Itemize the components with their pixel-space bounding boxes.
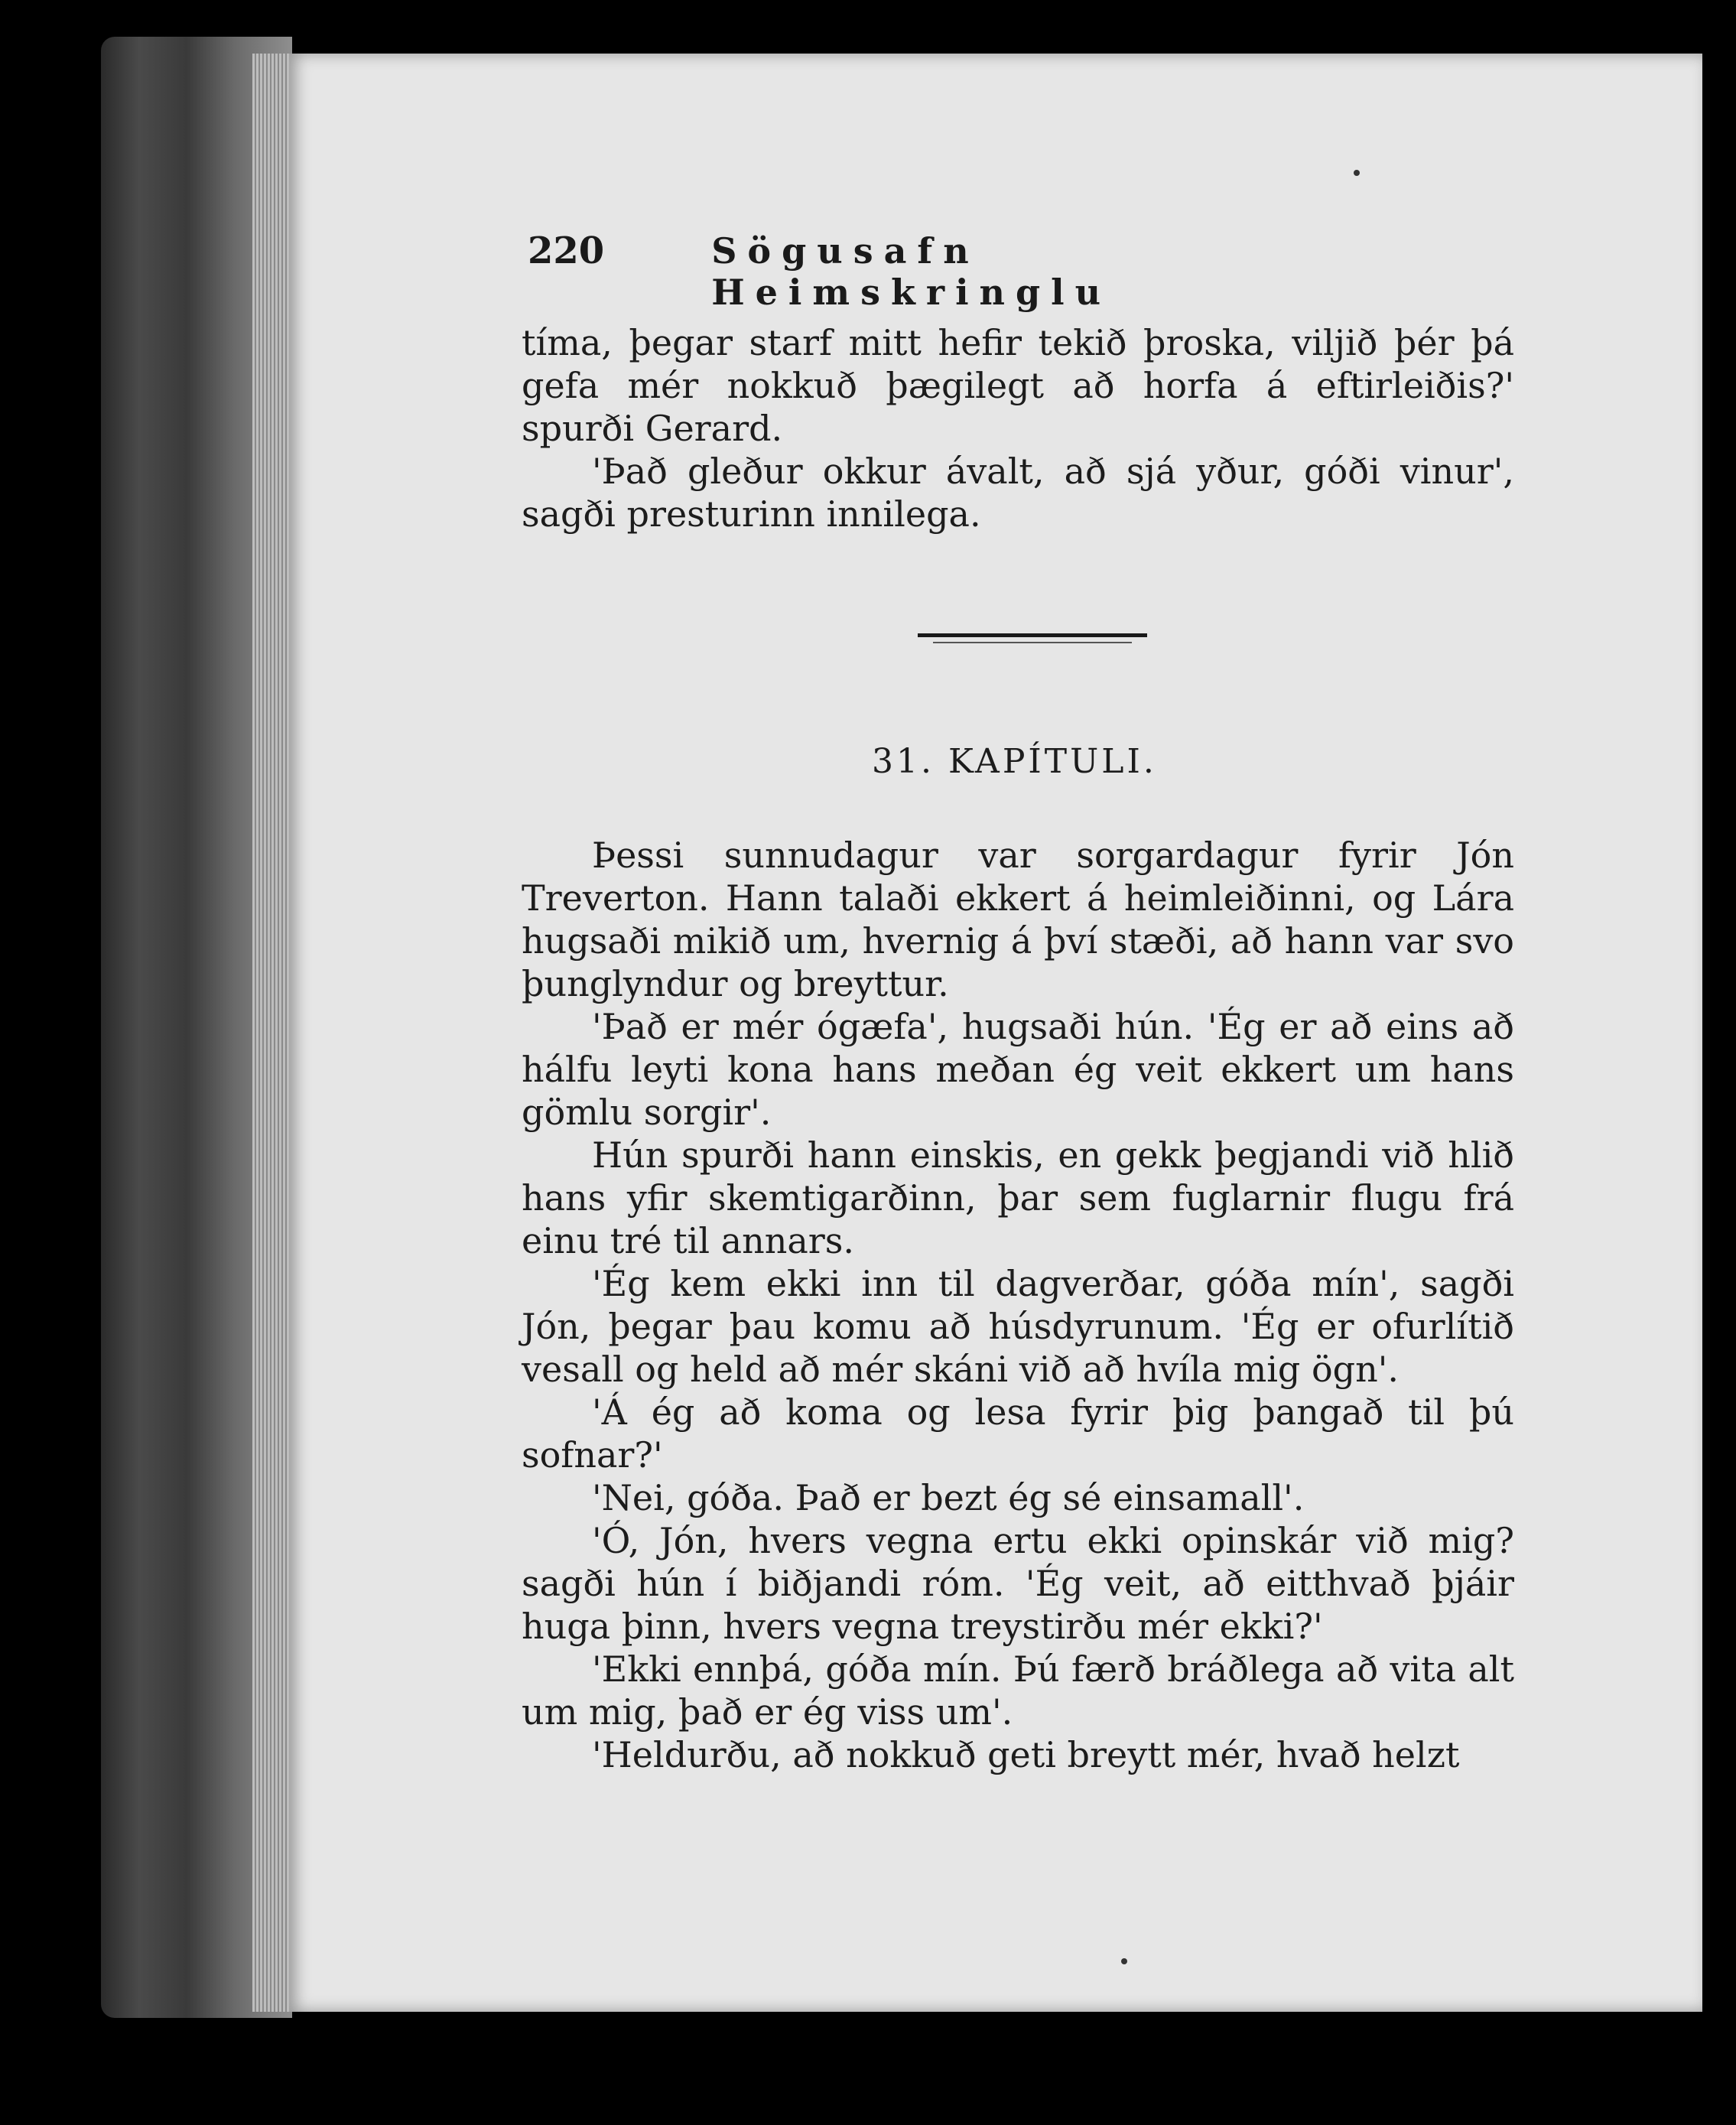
paragraph: 'Ó, Jón, hvers vegna ertu ekki opinskár við mig? sagði hún í biðjandi róm. 'Ég veit, að eitthvað þjáir huga þinn, hvers vegna treystirðu mér ekki?' (522, 1520, 1514, 1647)
chapter-title: 31. KAPÍTULI. (872, 742, 1157, 781)
chapter-text-block (522, 834, 1514, 1776)
running-title: Sögusafn Heimskringlu (711, 230, 1112, 313)
paragraph: 'Það er mér ógæfa', hugsaði hún. 'Ég er að eins að hálfu leyti kona hans meðan ég veit ekkert um hans gömlu sorgir'. (522, 1006, 1514, 1133)
scan-speck (1121, 1958, 1127, 1964)
separator-line (918, 633, 1147, 637)
running-head (528, 229, 1369, 313)
paragraph: 'Á ég að koma og lesa fyrir þig þangað til þú sofnar?' (522, 1391, 1514, 1476)
paragraph: 'Ég kem ekki inn til dagverðar, góða mín', sagði Jón, þegar þau komu að húsdyrunum. 'Ég er ofurlítið vesall og held að mér skáni við að hvíla mig ögn'. (522, 1263, 1514, 1390)
section-separator (918, 633, 1147, 643)
paragraph: 'Heldurðu, að nokkuð geti breytt mér, hvað helzt (592, 1734, 1460, 1775)
paragraph: Hún spurði hann einskis, en gekk þegjandi við hlið hans yfir skemtigarðinn, þar sem fuglarnir flugu frá einu tré til annars. (522, 1134, 1514, 1261)
paragraph: 'Það gleður okkur ávalt, að sjá yður, góði vinur', sagði presturinn innilega. (522, 451, 1514, 535)
paragraph: 'Nei, góða. Það er bezt ég sé einsamall'. (592, 1477, 1305, 1518)
page-number: 220 (528, 229, 605, 272)
paragraph: Þessi sunnudagur var sorgardagur fyrir Jón Treverton. Hann talaði ekkert á heimleiðinni, og Lára hugsaði mikið um, hvernig á því stæði, að hann var svo þunglyndur og breyttur. (522, 835, 1514, 1004)
top-text-block (522, 321, 1514, 535)
separator-line (933, 642, 1132, 643)
scan-speck (1354, 170, 1360, 176)
paragraph: 'Ekki ennþá, góða mín. Þú færð bráðlega að vita alt um mig, það er ég viss um'. (522, 1648, 1514, 1733)
paragraph: tíma, þegar starf mitt hefir tekið þroska, viljið þér þá gefa mér nokkuð þægilegt að horfa á eftirleiðis?' spurði Gerard. (522, 322, 1514, 449)
